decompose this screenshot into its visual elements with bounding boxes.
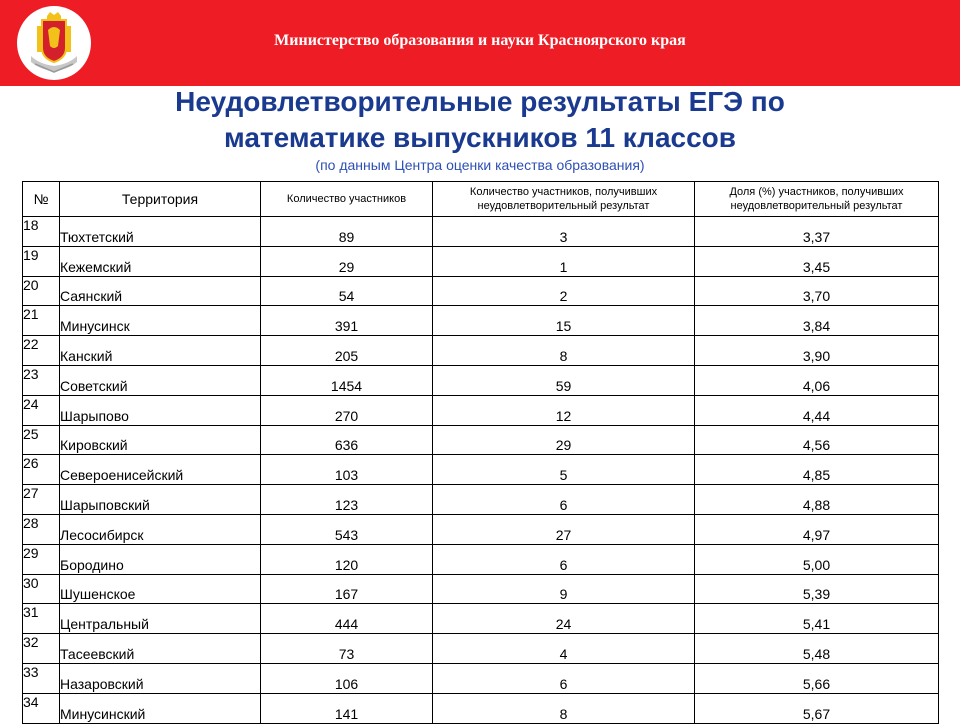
cell-participants: 444 <box>261 604 433 634</box>
cell-share: 3,90 <box>695 336 939 366</box>
cell-territory: Кировский <box>60 425 261 455</box>
table-row <box>23 365 939 395</box>
cell-failed: 12 <box>433 395 695 425</box>
header-territory: Территория <box>60 182 261 217</box>
cell-failed: 27 <box>433 514 695 544</box>
cell-participants: 103 <box>261 455 433 485</box>
cell-territory: Минусинский <box>60 693 261 723</box>
cell-num: 26 <box>23 455 60 485</box>
cell-num: 29 <box>23 544 60 574</box>
cell-failed: 59 <box>433 365 695 395</box>
cell-num: 32 <box>23 634 60 664</box>
cell-territory: Минусинск <box>60 306 261 336</box>
cell-territory: Бородино <box>60 544 261 574</box>
cell-share: 5,48 <box>695 634 939 664</box>
cell-territory: Шушенское <box>60 574 261 604</box>
table-row <box>23 693 939 723</box>
cell-num: 31 <box>23 604 60 634</box>
cell-share: 5,00 <box>695 544 939 574</box>
cell-territory: Лесосибирск <box>60 514 261 544</box>
cell-share: 5,39 <box>695 574 939 604</box>
cell-share: 3,84 <box>695 306 939 336</box>
table-header-row <box>23 182 939 217</box>
cell-territory: Кежемский <box>60 246 261 276</box>
cell-failed: 3 <box>433 217 695 247</box>
cell-share: 4,88 <box>695 485 939 515</box>
header-participants: Количество участников <box>261 182 433 217</box>
cell-failed: 6 <box>433 663 695 693</box>
cell-territory: Тюхтетский <box>60 217 261 247</box>
cell-territory: Центральный <box>60 604 261 634</box>
header-failed: Количество участников, получивших неудовлетворительный результат <box>433 182 695 217</box>
cell-num: 18 <box>23 217 60 247</box>
cell-participants: 54 <box>261 276 433 306</box>
cell-num: 19 <box>23 246 60 276</box>
cell-participants: 167 <box>261 574 433 604</box>
cell-share: 5,67 <box>695 693 939 723</box>
cell-territory: Тасеевский <box>60 634 261 664</box>
cell-num: 27 <box>23 485 60 515</box>
cell-share: 5,41 <box>695 604 939 634</box>
cell-participants: 270 <box>261 395 433 425</box>
table-row <box>23 336 939 366</box>
page-subtitle: (по данным Центра оценки качества образования) <box>315 157 645 173</box>
cell-failed: 15 <box>433 306 695 336</box>
cell-participants: 391 <box>261 306 433 336</box>
table-row <box>23 217 939 247</box>
cell-participants: 636 <box>261 425 433 455</box>
cell-num: 20 <box>23 276 60 306</box>
cell-territory: Североенисейский <box>60 455 261 485</box>
table-row <box>23 544 939 574</box>
cell-participants: 73 <box>261 634 433 664</box>
table-row <box>23 246 939 276</box>
page-title-line-1: Неудовлетворительные результаты ЕГЭ по <box>175 86 785 117</box>
cell-territory: Шарыповский <box>60 485 261 515</box>
cell-failed: 6 <box>433 544 695 574</box>
header-bar <box>0 0 960 86</box>
table-row <box>23 306 939 336</box>
cell-num: 33 <box>23 663 60 693</box>
cell-num: 24 <box>23 395 60 425</box>
cell-participants: 543 <box>261 514 433 544</box>
cell-failed: 9 <box>433 574 695 604</box>
results-table <box>22 181 939 724</box>
cell-territory: Саянский <box>60 276 261 306</box>
header-num: № <box>23 182 60 217</box>
cell-participants: 141 <box>261 693 433 723</box>
cell-territory: Советский <box>60 365 261 395</box>
table-row <box>23 455 939 485</box>
header-share: Доля (%) участников, получивших неудовлетворительный результат <box>695 182 939 217</box>
cell-num: 21 <box>23 306 60 336</box>
cell-participants: 1454 <box>261 365 433 395</box>
cell-share: 4,44 <box>695 395 939 425</box>
table-row <box>23 395 939 425</box>
cell-failed: 24 <box>433 604 695 634</box>
table-row <box>23 574 939 604</box>
table-row <box>23 276 939 306</box>
cell-num: 23 <box>23 365 60 395</box>
cell-share: 3,70 <box>695 276 939 306</box>
cell-share: 4,85 <box>695 455 939 485</box>
cell-share: 4,56 <box>695 425 939 455</box>
cell-failed: 2 <box>433 276 695 306</box>
cell-participants: 89 <box>261 217 433 247</box>
cell-share: 4,97 <box>695 514 939 544</box>
cell-participants: 120 <box>261 544 433 574</box>
page-title-line-2: математике выпускников 11 классов <box>224 122 736 153</box>
cell-num: 28 <box>23 514 60 544</box>
cell-territory: Назаровский <box>60 663 261 693</box>
cell-failed: 1 <box>433 246 695 276</box>
table-row <box>23 514 939 544</box>
cell-participants: 106 <box>261 663 433 693</box>
table-row <box>23 604 939 634</box>
cell-num: 22 <box>23 336 60 366</box>
cell-territory: Канский <box>60 336 261 366</box>
table-row <box>23 485 939 515</box>
cell-failed: 5 <box>433 455 695 485</box>
table-row <box>23 634 939 664</box>
cell-failed: 29 <box>433 425 695 455</box>
cell-num: 25 <box>23 425 60 455</box>
cell-share: 3,45 <box>695 246 939 276</box>
cell-participants: 29 <box>261 246 433 276</box>
cell-failed: 6 <box>433 485 695 515</box>
ministry-name: Министерство образования и науки Красноярского края <box>274 32 686 49</box>
page-title <box>0 84 960 156</box>
cell-share: 4,06 <box>695 365 939 395</box>
cell-participants: 123 <box>261 485 433 515</box>
cell-share: 3,37 <box>695 217 939 247</box>
cell-num: 30 <box>23 574 60 604</box>
cell-failed: 8 <box>433 336 695 366</box>
table-row <box>23 425 939 455</box>
cell-failed: 4 <box>433 634 695 664</box>
cell-num: 34 <box>23 693 60 723</box>
cell-failed: 8 <box>433 693 695 723</box>
cell-share: 5,66 <box>695 663 939 693</box>
cell-participants: 205 <box>261 336 433 366</box>
coat-of-arms-icon <box>17 6 91 80</box>
table-row <box>23 663 939 693</box>
cell-territory: Шарыпово <box>60 395 261 425</box>
